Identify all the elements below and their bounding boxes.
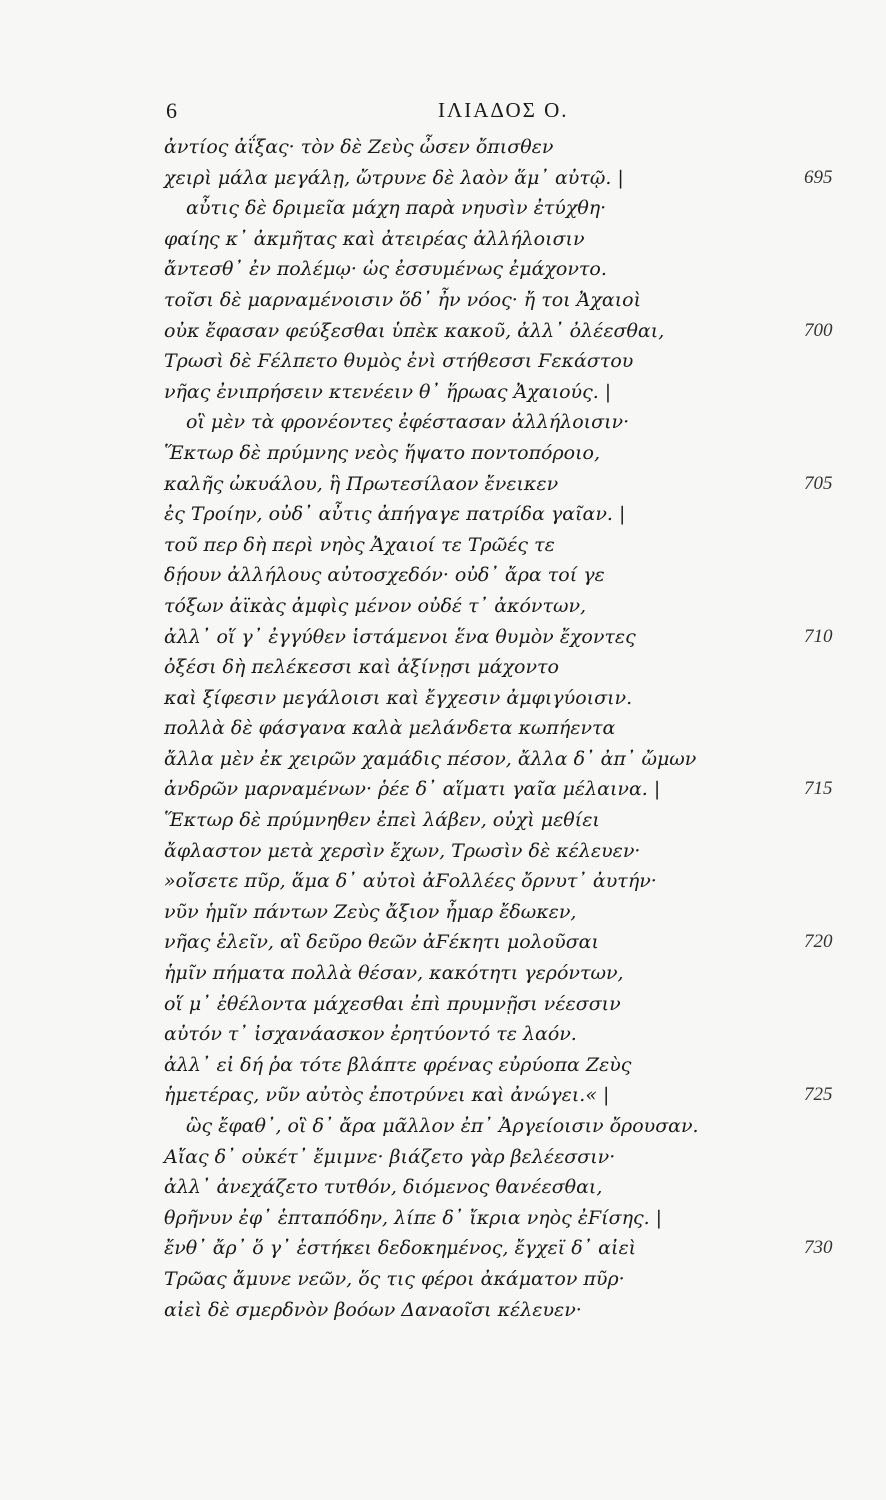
verse-line — [164, 927, 864, 958]
verse-line — [164, 713, 864, 744]
verse-line — [164, 1142, 864, 1173]
verse-line — [164, 1050, 864, 1081]
verse-text: ἄφλαστον μετὰ χερσὶν ἔχων, Τρωσὶν δὲ κέλευεν· — [164, 839, 641, 862]
verse-line — [164, 897, 864, 928]
verse-text: αὐτόν τ᾽ ἰσχανάασκον ἐρητύοντό τε λαόν. — [164, 1023, 577, 1046]
verse-text: ἐς Τροίην, οὐδ᾽ αὖτις ἀπήγαγε πατρίδα γαῖαν. | — [164, 503, 626, 526]
verse-line — [164, 1233, 864, 1264]
verse-text: οἵ μ᾽ ἐθέλοντα μάχεσθαι ἐπὶ πρυμνῇσι νέεσσιν — [164, 992, 621, 1015]
verse-line — [164, 224, 864, 255]
verse-text: τοῖσι δὲ μαρναμένοισιν ὅδ᾽ ἦν νόος· ἤ τοι Ἀχαιοὶ — [164, 288, 642, 311]
verse-text: αὖτις δὲ δριμεῖα μάχη παρὰ νηυσὶν ἐτύχθη· — [186, 197, 607, 220]
line-number: 705 — [804, 472, 833, 494]
verse-line — [164, 285, 864, 316]
verse-text: Ἕκτωρ δὲ πρύμνηθεν ἐπεὶ λάβεν, οὐχὶ μεθίει — [164, 809, 600, 832]
verse-line — [164, 1264, 864, 1295]
verse-line — [164, 805, 864, 836]
verse-line — [164, 193, 864, 224]
verse-line — [164, 316, 864, 347]
verse-line — [164, 1111, 864, 1142]
verse-text: τοῦ περ δὴ περὶ νηὸς Ἀχαιοί τε Τρῶές τε — [164, 533, 555, 556]
verse-text: αἰεὶ δὲ σμερδνὸν βοόων Δαναοῖσι κέλευεν· — [164, 1298, 582, 1321]
verse-text: Τρωσὶ δὲ Ϝέλπετο θυμὸς ἐνὶ στήθεσσι Ϝεκάστου — [164, 350, 634, 373]
page-number: 6 — [166, 98, 177, 123]
verse-line — [164, 836, 864, 867]
verse-text: τόξων ἀϊκὰς ἀμφὶς μένον οὐδέ τ᾽ ἀκόντων, — [164, 594, 587, 617]
verse-text: χειρὶ μάλα μεγάλῃ, ὤτρυνε δὲ λαὸν ἅμ᾽ αὐτῷ. | — [164, 166, 624, 189]
verse-line — [164, 254, 864, 285]
verse-text: Ἕκτωρ δὲ πρύμνης νεὸς ἥψατο ποντοπόροιο, — [164, 441, 601, 464]
verse-text: καὶ ξίφεσιν μεγάλοισι καὶ ἔγχεσιν ἀμφιγύοισιν. — [164, 686, 633, 709]
verse-text: Αἴας δ᾽ οὐκέτ᾽ ἔμιμνε· βιάζετο γὰρ βελέεσσιν· — [164, 1145, 616, 1168]
verse-line — [164, 958, 864, 989]
verse-text: ἀντίος ἀΐξας· τὸν δὲ Ζεὺς ὦσεν ὄπισθεν — [164, 136, 554, 158]
verse-line — [164, 438, 864, 469]
running-title: ΙΛΙΑΔΟΣ Ο. — [438, 98, 569, 122]
verse-line — [164, 469, 864, 500]
verse-line — [164, 1295, 864, 1326]
verse-text: οὐκ ἔφασαν φεύξεσθαι ὑπὲκ κακοῦ, ἀλλ᾽ ὀλέεσθαι, — [164, 319, 665, 342]
verse-block — [164, 132, 864, 1325]
line-number: 730 — [804, 1237, 833, 1259]
verse-line — [164, 377, 864, 408]
verse-line — [164, 1172, 864, 1203]
verse-text: ἀνδρῶν μαρναμένων· ῥέε δ᾽ αἵματι γαῖα μέλαινα. | — [164, 778, 661, 801]
verse-text: ἄλλα μὲν ἐκ χειρῶν χαμάδις πέσον, ἄλλα δ᾽ ἀπ᾽ ὤμων — [164, 747, 697, 770]
verse-line — [164, 1080, 864, 1111]
verse-line — [164, 652, 864, 683]
verse-line — [164, 744, 864, 775]
verse-text: φαίης κ᾽ ἀκμῆτας καὶ ἀτειρέας ἀλλήλοισιν — [164, 227, 585, 250]
verse-line — [164, 989, 864, 1020]
verse-line — [164, 622, 864, 653]
verse-text: δῄουν ἀλλήλους αὐτοσχεδόν· οὐδ᾽ ἄρα τοί γε — [164, 564, 605, 587]
verse-line — [164, 591, 864, 622]
verse-line — [164, 163, 864, 194]
verse-text: νῆας ἑλεῖν, αἳ δεῦρο θεῶν ἀϜέκητι μολοῦσαι — [164, 931, 599, 954]
verse-line — [164, 1019, 864, 1050]
line-number: 695 — [804, 166, 833, 188]
verse-text: ὀξέσι δὴ πελέκεσσι καὶ ἀξίνῃσι μάχοντο — [164, 656, 559, 679]
verse-line — [164, 407, 864, 438]
verse-line — [164, 683, 864, 714]
verse-text: ἄντεσθ᾽ ἐν πολέμῳ· ὡς ἐσσυμένως ἐμάχοντο. — [164, 258, 607, 281]
line-number: 710 — [804, 625, 833, 647]
verse-text: νῦν ἡμῖν πάντων Ζεὺς ἄξιον ἦμαρ ἔδωκεν, — [164, 900, 577, 923]
verse-text: »οἴσετε πῦρ, ἅμα δ᾽ αὐτοὶ ἀϜολλέες ὄρνυτ᾽ ἀυτήν· — [164, 870, 657, 893]
verse-text: ἡμετέρας, νῦν αὐτὸς ἐποτρύνει καὶ ἀνώγει.« | — [164, 1084, 610, 1107]
verse-text: Τρῶας ἄμυνε νεῶν, ὅς τις φέροι ἀκάματον πῦρ· — [164, 1267, 625, 1290]
verse-line — [164, 560, 864, 591]
verse-line — [164, 346, 864, 377]
verse-text: ἀλλ᾽ εἰ δή ῥα τότε βλάπτε φρένας εὐρύοπα Ζεὺς — [164, 1053, 632, 1076]
line-number: 720 — [804, 931, 833, 953]
verse-text: ἀλλ᾽ ἀνεχάζετο τυτθόν, διόμενος θανέεσθαι, — [164, 1176, 603, 1199]
verse-text: ἀλλ᾽ οἵ γ᾽ ἐγγύθεν ἱστάμενοι ἕνα θυμὸν ἔχοντες — [164, 625, 636, 648]
verse-text: οἳ μὲν τὰ φρονέοντες ἐφέστασαν ἀλλήλοισιν· — [186, 411, 630, 434]
verse-line — [164, 774, 864, 805]
verse-line — [164, 499, 864, 530]
verse-text: ἡμῖν πήματα πολλὰ θέσαν, κακότητι γερόντων, — [164, 962, 624, 985]
verse-line — [164, 866, 864, 897]
verse-line — [164, 1203, 864, 1234]
verse-text: θρῆνυν ἐφ᾽ ἑπταπόδην, λίπε δ᾽ ἴκρια νηὸς ἐϜίσης. | — [164, 1206, 663, 1229]
line-number: 725 — [804, 1084, 833, 1106]
verse-line — [164, 132, 864, 163]
line-number: 715 — [804, 778, 833, 800]
verse-text: ὣς ἔφαθ᾽, οἳ δ᾽ ἄρα μᾶλλον ἐπ᾽ Ἀργείοισιν ὄρουσαν. — [186, 1115, 699, 1137]
verse-text: νῆας ἐνιπρήσειν κτενέειν θ᾽ ἥρωας Ἀχαιούς. | — [164, 380, 612, 403]
verse-text: καλῆς ὠκυάλου, ἣ Πρωτεσίλαον ἔνεικεν — [164, 472, 559, 495]
verse-text: ἔνθ᾽ ἄρ᾽ ὅ γ᾽ ἑστήκει δεδοκημένος, ἔγχεϊ δ᾽ αἰεὶ — [164, 1237, 637, 1260]
verse-line — [164, 530, 864, 561]
verse-text: πολλὰ δὲ φάσγανα καλὰ μελάνδετα κωπήεντα — [164, 717, 616, 740]
line-number: 700 — [804, 319, 833, 341]
